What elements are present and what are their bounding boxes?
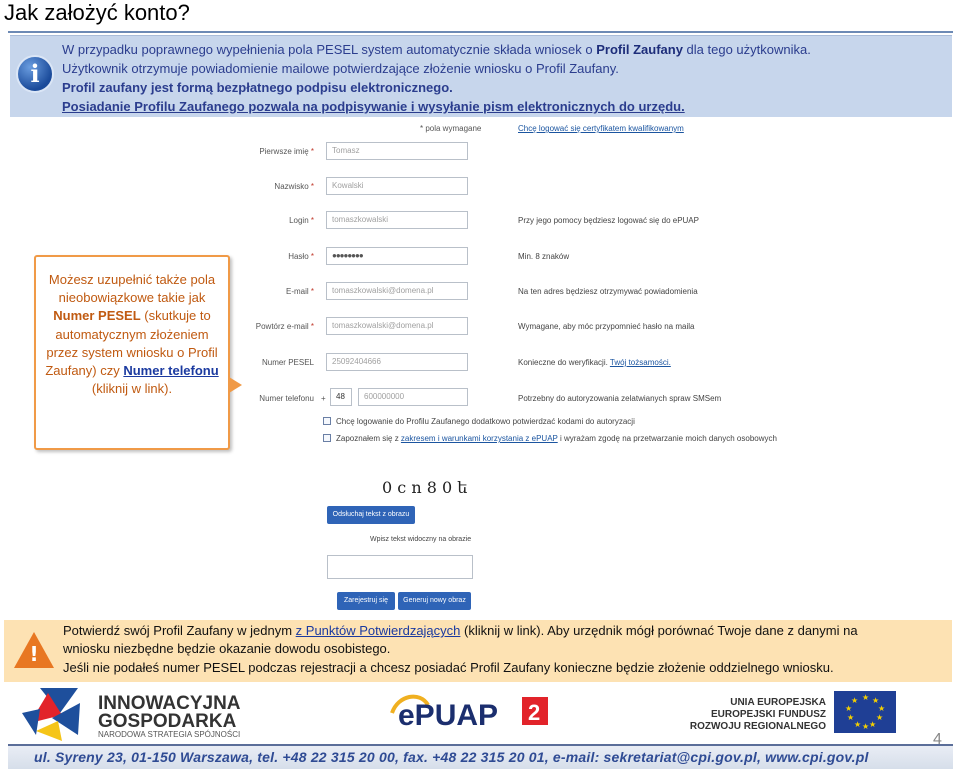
phone-prefix-input[interactable]: 48 xyxy=(330,388,352,406)
info-line-2: Użytkownik otrzymuje powiadomienie mailowe potwierdzające złożenie wniosku o Profil Zaufany. xyxy=(62,61,619,76)
svg-text:★: ★ xyxy=(862,722,870,731)
captcha-input[interactable] xyxy=(327,555,473,579)
eu-flag-icon xyxy=(834,691,896,733)
ig-line-3: NARODOWA STRATEGIA SPÓJNOŚCI xyxy=(98,730,241,739)
pesel-label: Numer PESEL xyxy=(261,358,314,367)
slide-title: Jak założyć konto? xyxy=(4,0,190,25)
ig-line-1: INNOWACYJNA xyxy=(98,693,241,714)
logos-svg xyxy=(0,683,960,743)
register-button[interactable]: Zarejestruj się xyxy=(337,592,395,610)
login-label: Login * xyxy=(289,216,314,225)
svg-text:★: ★ xyxy=(869,720,877,729)
title-divider xyxy=(8,31,953,33)
svg-text:★: ★ xyxy=(845,704,853,713)
pesel-hint: Konieczne do weryfikacji. Twój tożsamości. xyxy=(518,358,671,367)
phone-number-link[interactable]: Numer telefonu xyxy=(123,363,219,379)
first-name-label: Pierwsze imię * xyxy=(259,147,314,156)
warning-line-2: wniosku niezbędne będzie okazanie dowodu osobistego. xyxy=(63,641,391,656)
email-repeat-hint: Wymagane, aby móc przypomnieć hasło na maila xyxy=(518,322,695,331)
phone-hint: Potrzebny do autoryzowania zelatwianych spraw SMSem xyxy=(518,394,722,403)
svg-text:★: ★ xyxy=(847,713,855,722)
profil-zaufany-bold: Profil Zaufany xyxy=(596,42,683,57)
epuap-number: 2 xyxy=(528,700,541,725)
email-hint: Na ten adres będziesz otrzymywać powiadomienia xyxy=(518,287,698,296)
info-line-1: W przypadku poprawnego wypełnienia pola PESEL system automatycznie składa wniosek o Profil Zaufany dla tego użytkownika. xyxy=(62,42,811,57)
email-repeat-input[interactable]: tomaszkowalski@domena.pl xyxy=(326,317,468,335)
identity-link[interactable]: Twój tożsamości. xyxy=(609,358,671,367)
terms-link[interactable]: zakresem i warunkami korzystania z ePUAP xyxy=(400,434,558,443)
captcha-label: Wpisz tekst widoczny na obrazie xyxy=(370,536,472,543)
epuap-logo: ePUAP xyxy=(398,699,499,732)
confirmation-points-link[interactable]: z Punktów Potwierdzających xyxy=(295,623,461,638)
email-input[interactable]: tomaszkowalski@domena.pl xyxy=(326,282,468,300)
innowacyjna-gospodarka-emblem xyxy=(22,688,80,741)
svg-text:★: ★ xyxy=(851,696,859,705)
svg-text:★: ★ xyxy=(862,693,870,702)
svg-text:★: ★ xyxy=(872,696,880,705)
ue-line-2: EUROPEJSKI FUNDUSZ xyxy=(710,709,826,720)
footer-contact: ul. Syreny 23, 01-150 Warszawa, tel. +48 22 315 20 00, fax. +48 22 315 20 01, e-mail: sekretariat@cpi.gov.pl, www.cpi.gov.pl xyxy=(34,749,869,765)
generate-image-button[interactable]: Generuj nowy obraz xyxy=(398,592,471,610)
checkbox-icon[interactable] xyxy=(323,417,331,425)
info-icon: i xyxy=(16,55,54,93)
pesel-input[interactable]: 25092404666 xyxy=(326,353,468,371)
info-box xyxy=(10,35,952,117)
phone-label: Numer telefonu xyxy=(259,394,314,403)
required-note: * pola wymagane xyxy=(420,124,482,133)
page-number: 4 xyxy=(933,731,942,748)
warning-line-3: Jeśli nie podałeś numer PESEL podczas rejestracji a chcesz posiadać Profil Zaufany konieczne będzie złożenie oddzielnego wniosku. xyxy=(63,660,834,675)
checkbox-icon[interactable] xyxy=(323,434,331,442)
exclamation-icon: ! xyxy=(29,642,39,666)
login-input[interactable]: tomaszkowalski xyxy=(326,211,468,229)
email-repeat-label: Powtórz e-mail * xyxy=(255,322,314,331)
svg-text:★: ★ xyxy=(878,704,886,713)
svg-text:★: ★ xyxy=(876,713,884,722)
warning-box xyxy=(4,620,952,682)
checkbox-terms[interactable]: Zapoznałem się z zakresem i warunkami korzystania z ePUAP i wyrażam zgodę na przetwarzanie moich danych osobowych xyxy=(323,434,777,443)
password-input[interactable]: ●●●●●●●● xyxy=(326,247,468,265)
ue-line-3: ROZWOJU REGIONALNEGO xyxy=(689,721,826,732)
logo-strip xyxy=(0,683,960,743)
svg-text:★: ★ xyxy=(854,720,862,729)
footer xyxy=(8,744,953,769)
optional-fields-callout: Możesz uzupełnić także pola nieobowiązkowe takie jak Numer PESEL (skutkuje to automatycznym złożeniem przez system wniosku o Profil Zaufany) czy Numer telefonu (kliknij w link). xyxy=(34,255,230,450)
last-name-label: Nazwisko * xyxy=(274,182,314,191)
first-name-input[interactable]: Tomasz xyxy=(326,142,468,160)
last-name-input[interactable]: Kowalski xyxy=(326,177,468,195)
login-hint: Przy jego pomocy będziesz logować się do ePUAP xyxy=(518,216,699,225)
listen-captcha-button[interactable]: Odsłuchaj tekst z obrazu xyxy=(327,506,415,524)
pesel-bold: Numer PESEL xyxy=(53,308,141,324)
phone-input[interactable]: 600000000 xyxy=(358,388,468,406)
warning-line-1: Potwierdź swój Profil Zaufany w jednym z Punktów Potwierdzających (kliknij w link). Aby urzędnik mógł porównać Twoje dane z danymi na xyxy=(63,623,858,638)
phone-plus-sign: + xyxy=(321,394,326,403)
registration-form xyxy=(250,118,777,458)
checkbox-authorization[interactable]: Chcę logowanie do Profilu Zaufanego dodatkowo potwierdzać kodami do autoryzacji xyxy=(323,417,635,426)
password-hint: Min. 8 znaków xyxy=(518,252,570,261)
ue-line-1: UNIA EUROPEJSKA xyxy=(730,697,826,708)
info-line-3: Profil zaufany jest formą bezpłatnego podpisu elektronicznego. xyxy=(62,80,453,95)
captcha-image: 0 c n 8 0 ե xyxy=(382,478,468,497)
ig-line-2: GOSPODARKA xyxy=(98,711,237,732)
email-label: E-mail * xyxy=(285,287,314,296)
qualified-cert-link[interactable]: Chcę logować się certyfikatem kwalifikowanym xyxy=(518,124,684,133)
info-line-4: Posiadanie Profilu Zaufanego pozwala na podpisywanie i wysyłanie pism elektronicznych do urzędu. xyxy=(62,99,685,114)
password-label: Hasło * xyxy=(288,252,314,261)
